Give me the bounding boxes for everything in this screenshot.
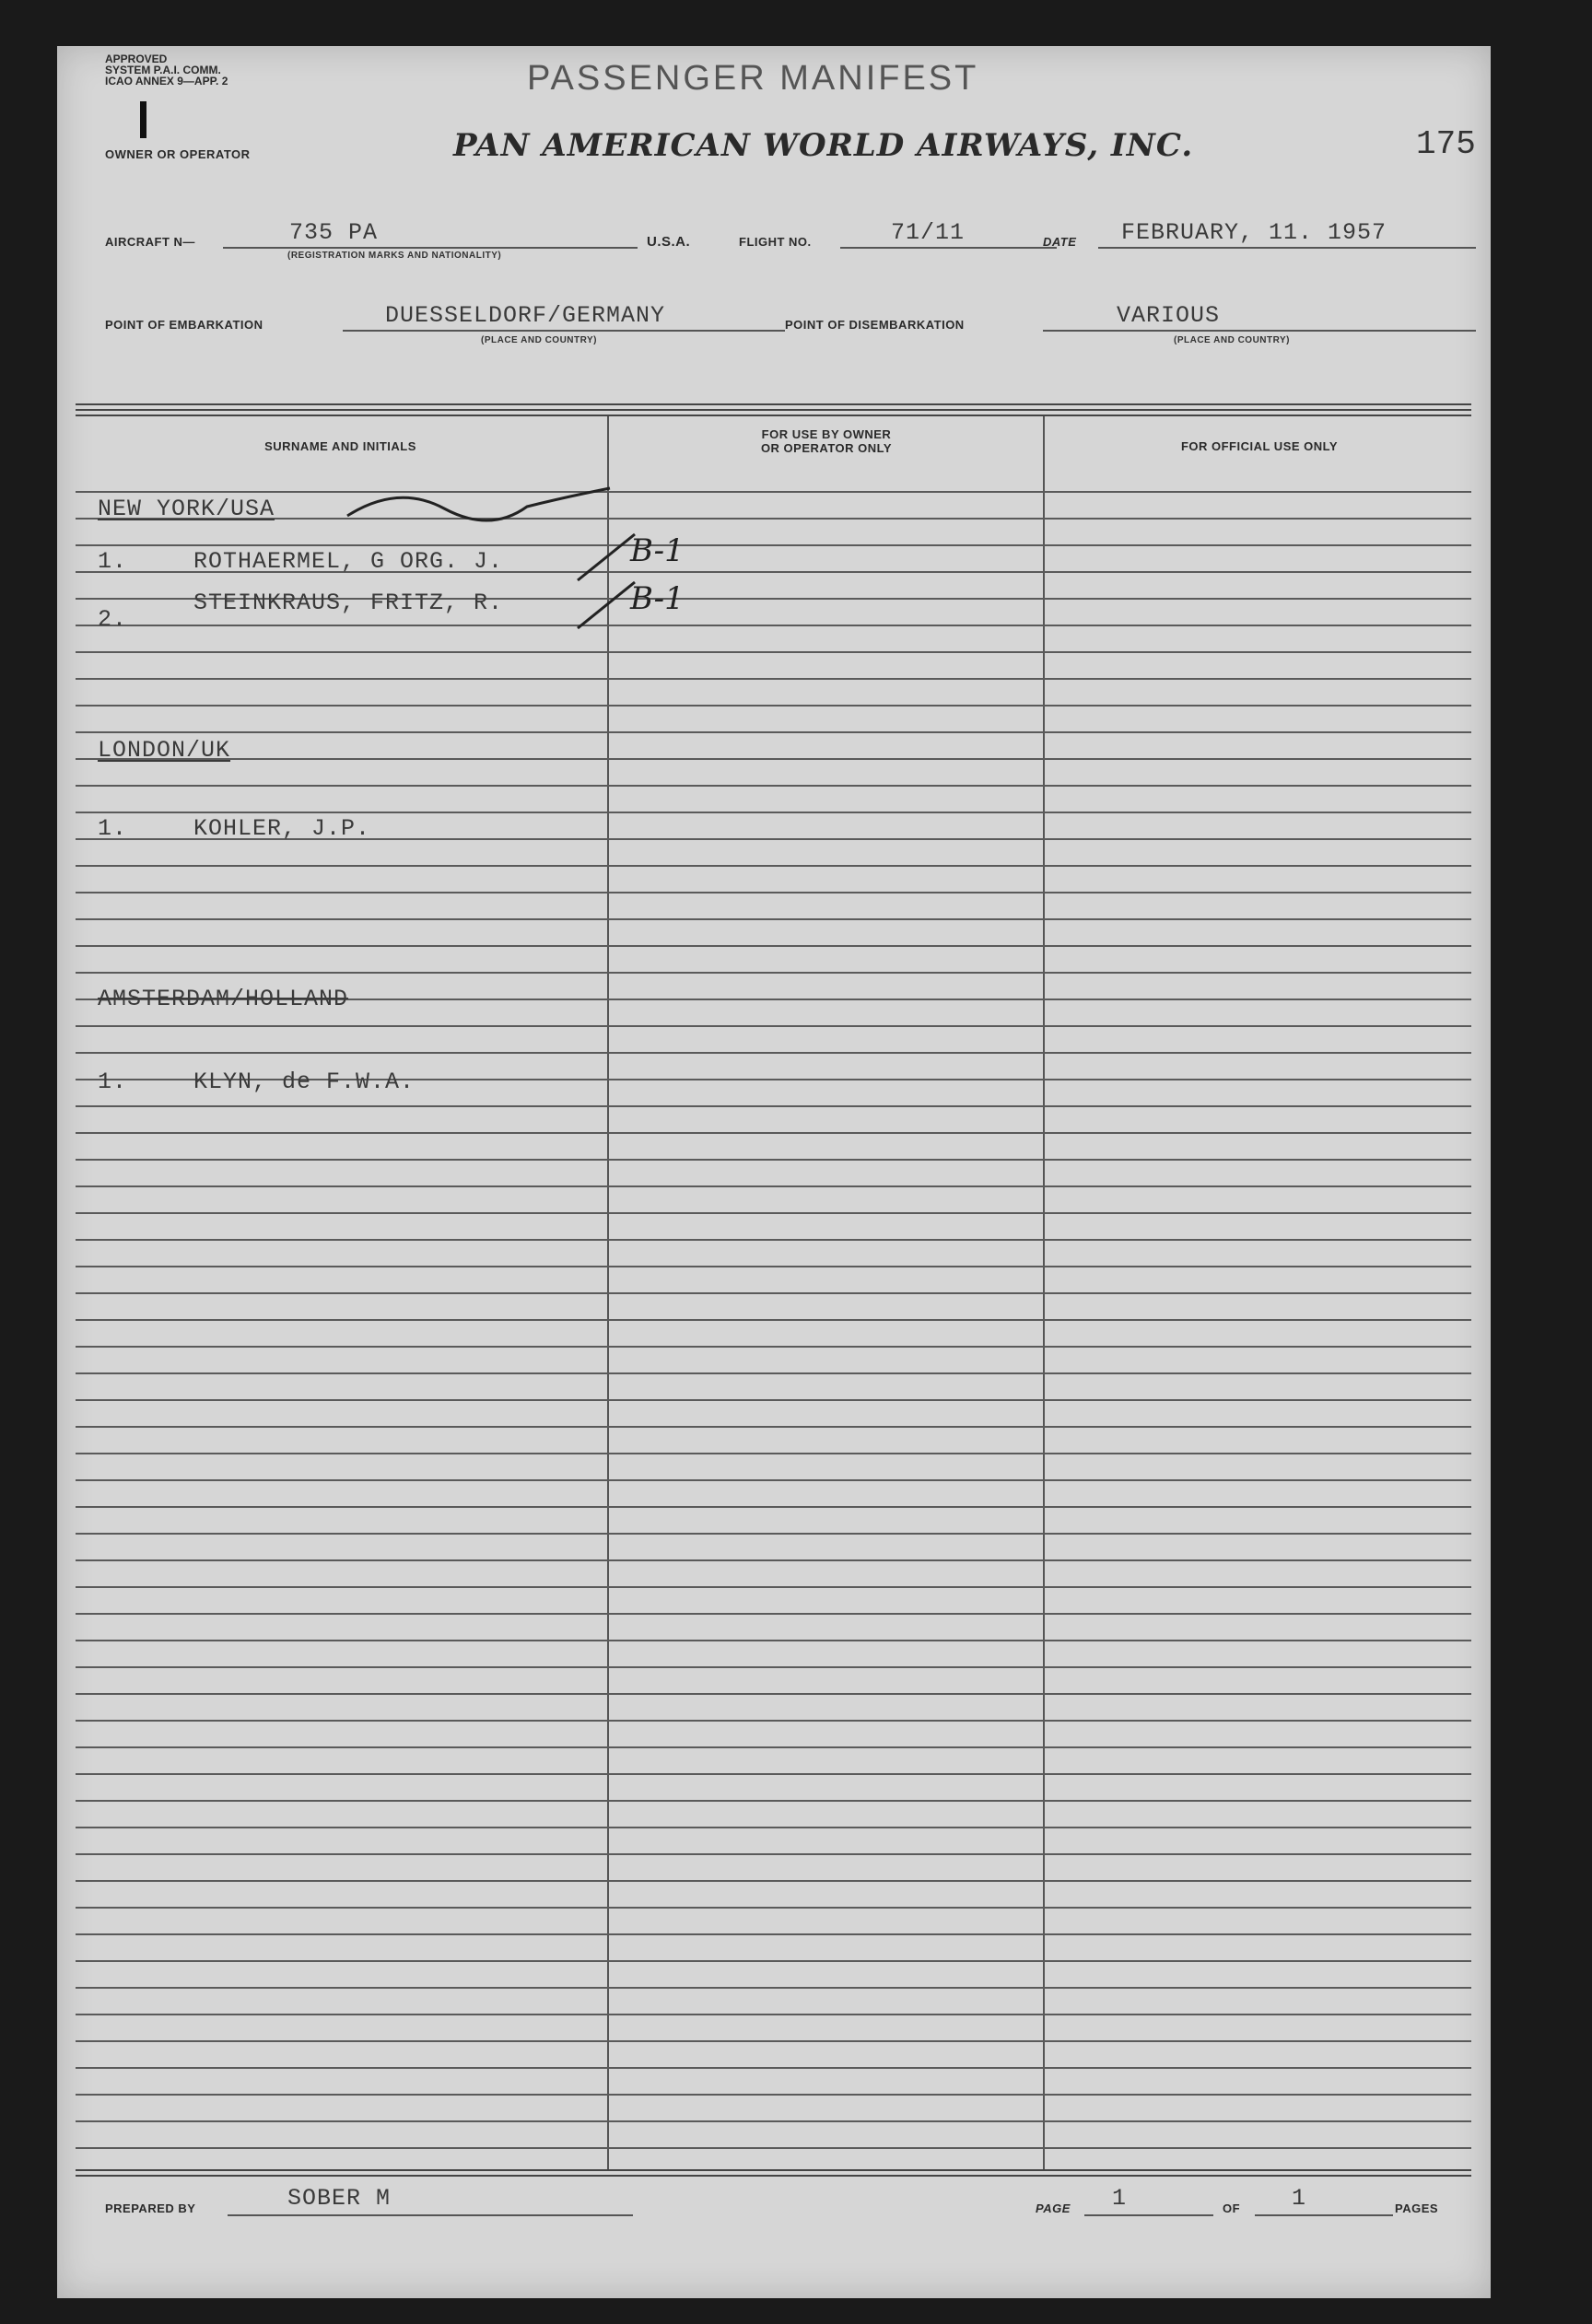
row-rule xyxy=(76,1105,1471,1107)
owner-mark: B-1 xyxy=(630,532,685,569)
row-rule xyxy=(76,651,1471,653)
col-surname-header: SURNAME AND INITIALS xyxy=(264,439,416,453)
nationality: U.S.A. xyxy=(647,234,691,250)
row-rule xyxy=(76,812,1471,813)
approval-line: SYSTEM P.A.I. COMM. xyxy=(105,64,221,76)
row-rule xyxy=(76,491,1471,493)
disembarkation-caption: (PLACE AND COUNTRY) xyxy=(1174,335,1290,345)
row-rule xyxy=(76,1185,1471,1187)
row-rule xyxy=(76,1586,1471,1588)
row-rule xyxy=(76,1746,1471,1748)
row-rule xyxy=(76,1853,1471,1855)
row-rule xyxy=(76,1533,1471,1535)
passenger-number: 1. xyxy=(98,815,128,842)
date-label: DATE xyxy=(1043,235,1077,249)
disembarkation-value: VARIOUS xyxy=(1117,302,1221,329)
row-rule xyxy=(76,1346,1471,1348)
row-rule xyxy=(76,1880,1471,1882)
row-rule xyxy=(76,1933,1471,1935)
passenger-number: 2. xyxy=(98,606,128,633)
approval-note xyxy=(105,53,228,87)
prepared-field xyxy=(228,2185,633,2216)
footer-rule xyxy=(76,2175,1471,2177)
row-rule xyxy=(76,1453,1471,1454)
aircraft-field xyxy=(223,219,638,249)
row-rule xyxy=(76,945,1471,947)
of-value: 1 xyxy=(1292,2185,1307,2212)
row-rule xyxy=(76,1960,1471,1962)
prepared-value: SOBER M xyxy=(287,2185,392,2212)
disembarkation-field xyxy=(1043,304,1476,332)
row-rule xyxy=(76,2040,1471,2042)
row-rule xyxy=(76,1479,1471,1481)
row-rule xyxy=(76,1827,1471,1828)
row-rule xyxy=(76,918,1471,920)
date-field xyxy=(1098,219,1476,249)
row-rule xyxy=(76,1559,1471,1561)
passenger-name: STEINKRAUS, FRITZ, R. xyxy=(193,590,504,616)
section-heading: AMSTERDAM/HOLLAND xyxy=(98,986,349,1012)
ink-mark xyxy=(140,101,146,138)
owner-mark: B-1 xyxy=(630,580,685,617)
pages-label: PAGES xyxy=(1395,2201,1439,2215)
row-rule xyxy=(76,705,1471,707)
row-rule xyxy=(76,1292,1471,1294)
row-rule xyxy=(76,972,1471,974)
row-rule xyxy=(76,1159,1471,1161)
row-rule xyxy=(76,1212,1471,1214)
row-rule xyxy=(76,1372,1471,1374)
row-rule xyxy=(76,1666,1471,1668)
date-value: FEBRUARY, 11. 1957 xyxy=(1121,219,1387,246)
section-heading: NEW YORK/USA xyxy=(98,496,275,522)
embarkation-caption: (PLACE AND COUNTRY) xyxy=(481,335,597,345)
row-rule xyxy=(76,2147,1471,2149)
flight-label: FLIGHT NO. xyxy=(739,235,812,249)
embarkation-value: DUESSELDORF/GERMANY xyxy=(385,302,666,329)
owner-label: OWNER OR OPERATOR xyxy=(105,147,251,161)
page-value: 1 xyxy=(1112,2185,1128,2212)
prepared-label: PREPARED BY xyxy=(105,2201,196,2215)
row-rule xyxy=(76,678,1471,680)
passenger-name: KOHLER, J.P. xyxy=(193,815,371,842)
row-rule xyxy=(76,1052,1471,1054)
row-rule xyxy=(76,758,1471,760)
row-rule xyxy=(76,1693,1471,1695)
row-rule xyxy=(76,1773,1471,1775)
passenger-name: ROTHAERMEL, G ORG. J. xyxy=(193,548,504,575)
page-field xyxy=(1084,2185,1213,2216)
approval-line: APPROVED xyxy=(105,53,168,65)
row-rule xyxy=(76,731,1471,733)
row-rule xyxy=(76,865,1471,867)
manifest-sheet xyxy=(57,46,1491,2298)
col-owner-header xyxy=(610,427,1043,455)
header-rule xyxy=(76,415,1471,416)
row-rule xyxy=(76,625,1471,626)
row-rule xyxy=(76,1720,1471,1722)
row-rule xyxy=(76,1987,1471,1989)
section-heading: LONDON/UK xyxy=(98,737,231,764)
operator-name: PAN AMERICAN WORLD AIRWAYS, INC. xyxy=(453,127,1194,164)
embarkation-field xyxy=(343,304,785,332)
row-rule xyxy=(76,2120,1471,2122)
row-rule xyxy=(76,544,1471,546)
form-title: PASSENGER MANIFEST xyxy=(527,59,979,98)
passenger-name: KLYN, de F.W.A. xyxy=(193,1069,416,1095)
aircraft-value: 735 PA xyxy=(289,219,379,246)
row-rule xyxy=(76,1025,1471,1027)
embarkation-label: POINT OF EMBARKATION xyxy=(105,318,263,332)
row-rule xyxy=(76,892,1471,893)
row-rule xyxy=(76,1907,1471,1909)
registration-caption: (REGISTRATION MARKS AND NATIONALITY) xyxy=(287,251,502,261)
header-rule xyxy=(76,403,1471,405)
row-rule xyxy=(76,1239,1471,1241)
row-rule xyxy=(76,1266,1471,1267)
row-rule xyxy=(76,1426,1471,1428)
row-rule xyxy=(76,1506,1471,1508)
row-rule xyxy=(76,518,1471,520)
of-label: OF xyxy=(1223,2201,1241,2215)
page-number: 175 xyxy=(1416,125,1476,163)
row-rule xyxy=(76,1640,1471,1641)
approval-line: ICAO ANNEX 9—APP. 2 xyxy=(105,75,228,88)
footer-rule xyxy=(76,2169,1471,2171)
passenger-number: 1. xyxy=(98,1069,128,1095)
disembarkation-label: POINT OF DISEMBARKATION xyxy=(785,318,965,332)
row-rule xyxy=(76,2014,1471,2015)
aircraft-label: AIRCRAFT N— xyxy=(105,235,195,249)
row-rule xyxy=(76,1319,1471,1321)
col-owner-header-line: FOR USE BY OWNER xyxy=(761,427,892,441)
row-rule xyxy=(76,1613,1471,1615)
row-rule xyxy=(76,785,1471,787)
row-rule xyxy=(76,2094,1471,2096)
col-owner-header-line: OR OPERATOR ONLY xyxy=(760,441,893,455)
row-rule xyxy=(76,2067,1471,2069)
col-official-header: FOR OFFICIAL USE ONLY xyxy=(1180,439,1339,453)
row-rule xyxy=(76,1800,1471,1802)
page-label: PAGE xyxy=(1036,2201,1071,2215)
row-rule xyxy=(76,1399,1471,1401)
flight-value: 71/11 xyxy=(891,219,966,246)
flight-field xyxy=(840,219,1057,249)
of-field xyxy=(1255,2185,1393,2216)
passenger-number: 1. xyxy=(98,548,128,575)
header-rule xyxy=(76,409,1471,411)
row-rule xyxy=(76,1132,1471,1134)
